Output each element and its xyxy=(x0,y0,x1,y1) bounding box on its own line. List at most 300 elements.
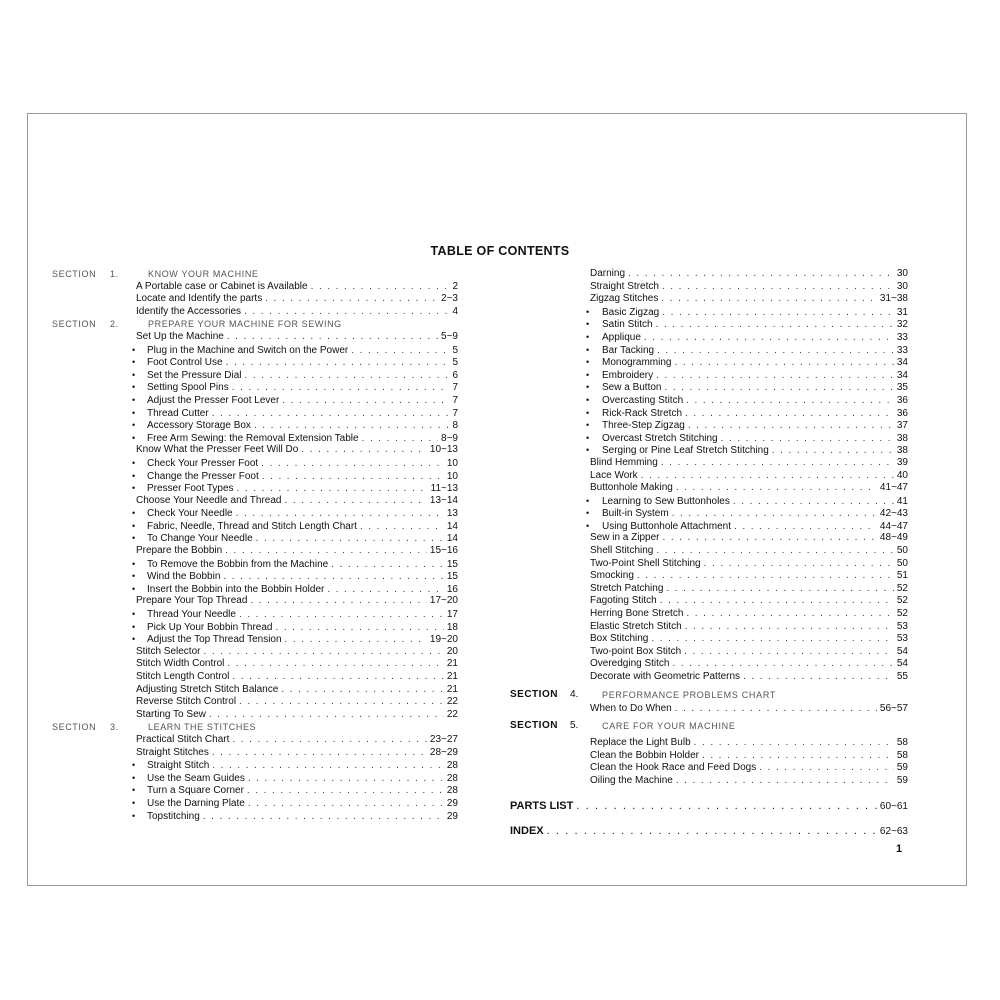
toc-entry-clean-the-hook-race-and-feed-dogs[interactable] xyxy=(508,762,908,775)
toc-entry-page: 34 xyxy=(896,357,908,369)
dot-leader xyxy=(285,634,427,646)
toc-entry-pick-up-your-bobbin-thread[interactable] xyxy=(52,621,458,634)
toc-entry-bar-tacking[interactable] xyxy=(508,344,908,357)
bullet-icon xyxy=(586,444,590,457)
toc-entry-satin-stitch[interactable] xyxy=(508,318,908,331)
dot-leader xyxy=(662,307,894,319)
toc-entry-straight-stretch[interactable] xyxy=(508,281,908,294)
section-title: KNOW YOUR MACHINE xyxy=(148,269,259,279)
toc-entry-label: Foot Control Use xyxy=(147,357,223,369)
bullet-icon xyxy=(132,810,136,823)
section-number: 2. xyxy=(110,319,119,330)
toc-entry-basic-zigzag[interactable] xyxy=(508,306,908,319)
toc-entry-practical-stitch-chart[interactable] xyxy=(52,734,458,747)
bullet-icon xyxy=(586,381,590,394)
toc-entry-page: 37 xyxy=(896,420,908,432)
toc-entry-label: Pick Up Your Bobbin Thread xyxy=(147,621,273,633)
toc-entry-adjust-the-top-thread-tension[interactable] xyxy=(52,633,458,646)
toc-entry-blind-hemming[interactable] xyxy=(508,457,908,470)
toc-entry-page: 31~38 xyxy=(879,293,908,305)
toc-entry-page: 22 xyxy=(446,708,458,720)
bullet-icon xyxy=(586,369,590,382)
toc-entry-label: Straight Stitch xyxy=(147,760,210,772)
toc-entry-presser-foot-types[interactable] xyxy=(52,482,458,495)
dot-leader xyxy=(685,621,894,634)
toc-entry-page: 50 xyxy=(896,557,908,569)
toc-entry-page: 20 xyxy=(446,645,458,657)
page-title: TABLE OF CONTENTS xyxy=(430,244,570,258)
dot-leader xyxy=(261,458,444,470)
toc-entry-page: 39 xyxy=(896,456,908,468)
toc-entry-fabric-needle-thread-and-stitch-length-chart[interactable] xyxy=(52,520,458,533)
toc-entry-setting-spool-pins[interactable] xyxy=(52,381,458,394)
toc-entry-page: 8~9 xyxy=(441,432,458,444)
toc-entry-locate-and-identify-the-parts[interactable] xyxy=(52,293,458,306)
toc-entry-label: Clean the Hook Race and Feed Dogs xyxy=(590,762,757,774)
toc-entry-label: Smocking xyxy=(590,570,634,582)
toc-entry-label: Lace Work xyxy=(590,469,638,481)
dot-leader xyxy=(245,370,450,382)
dot-leader xyxy=(576,797,877,815)
toc-entry-page: 14 xyxy=(446,533,458,545)
dot-leader xyxy=(702,750,894,763)
dot-leader xyxy=(239,609,444,621)
toc-entry-parts-list-label: PARTS LIST xyxy=(510,799,574,812)
bullet-icon xyxy=(132,608,136,621)
toc-entry-page: 58 xyxy=(896,749,908,761)
toc-entry-label: Locate and Identify the parts xyxy=(136,293,263,305)
dot-leader xyxy=(232,734,427,747)
dot-leader xyxy=(656,319,894,331)
toc-entry-when-to-do-when[interactable] xyxy=(508,703,908,716)
toc-entry-page: 53 xyxy=(896,633,908,645)
toc-entry-label: Fabric, Needle, Thread and Stitch Length Chart xyxy=(147,520,357,532)
toc-entry-two-point-shell-stitching[interactable] xyxy=(508,558,908,571)
toc-entry-box-stitching[interactable] xyxy=(508,633,908,646)
toc-entry-label: Sew a Button xyxy=(602,382,662,394)
toc-entry-label: Two-point Box Stitch xyxy=(590,645,682,657)
toc-entry-shell-stitching[interactable] xyxy=(508,545,908,558)
toc-entry-clean-the-bobbin-holder[interactable] xyxy=(508,750,908,763)
dot-leader xyxy=(686,608,893,621)
toc-entry-label: Starting To Sew xyxy=(136,708,206,720)
dot-leader xyxy=(674,357,893,369)
toc-entry-choose-your-needle-and-thread[interactable] xyxy=(52,495,458,508)
dot-leader xyxy=(212,760,444,772)
toc-entry-page: 13 xyxy=(446,508,458,520)
toc-entry-label: Elastic Stretch Stitch xyxy=(590,620,682,632)
bullet-icon xyxy=(132,759,136,772)
toc-entry-prepare-your-top-thread[interactable] xyxy=(52,595,458,608)
toc-entry-label: Stitch Width Control xyxy=(136,658,225,670)
dot-leader xyxy=(351,345,449,357)
dot-leader xyxy=(227,658,444,671)
toc-entry-page: 28 xyxy=(446,760,458,772)
dot-leader xyxy=(673,658,894,671)
toc-entry-stretch-patching[interactable] xyxy=(508,583,908,596)
toc-entry-reverse-stitch-control[interactable] xyxy=(52,696,458,709)
dot-leader xyxy=(248,798,444,810)
dot-leader xyxy=(628,268,894,281)
toc-entry-label: Shell Stitching xyxy=(590,545,654,557)
dot-leader xyxy=(759,762,894,775)
toc-entry-label: Wind the Bobbin xyxy=(147,571,221,583)
toc-entry-check-your-presser-foot[interactable] xyxy=(52,457,458,470)
toc-entry-buttonhole-making[interactable] xyxy=(508,482,908,495)
dot-leader xyxy=(227,331,438,344)
toc-entry-change-the-presser-foot[interactable] xyxy=(52,470,458,483)
toc-entry-label: Two-Point Shell Stitching xyxy=(590,557,701,569)
toc-entry-page: 28 xyxy=(446,772,458,784)
toc-entry-label: Replace the Light Bulb xyxy=(590,737,691,749)
toc-entry-straight-stitch[interactable] xyxy=(52,759,458,772)
toc-entry-to-change-your-needle[interactable] xyxy=(52,532,458,545)
toc-entry-learning-to-sew-buttonholes[interactable] xyxy=(508,495,908,508)
toc-entry-smocking[interactable] xyxy=(508,570,908,583)
toc-entry-a-portable-case-or-cabinet-is-available[interactable] xyxy=(52,281,458,294)
toc-entry-accessory-storage-box[interactable] xyxy=(52,419,458,432)
toc-entry-overcasting-stitch[interactable] xyxy=(508,394,908,407)
bullet-icon xyxy=(586,419,590,432)
toc-entry-page: 6 xyxy=(452,369,458,381)
toc-entry-page: 17 xyxy=(446,609,458,621)
toc-entry-page: 53 xyxy=(896,620,908,632)
toc-entry-page: 38 xyxy=(896,432,908,444)
toc-entry-rick-rack-stretch[interactable] xyxy=(508,407,908,420)
toc-entry-page: 29 xyxy=(446,810,458,822)
toc-entry-page: 29 xyxy=(446,797,458,809)
toc-entry-label: To Remove the Bobbin from the Machine xyxy=(147,558,329,570)
toc-entry-page: 19~20 xyxy=(429,634,458,646)
toc-entry-page: 36 xyxy=(896,407,908,419)
toc-entry-label: Rick-Rack Stretch xyxy=(602,407,683,419)
toc-entry-page: 22 xyxy=(446,696,458,708)
dot-leader xyxy=(651,633,894,646)
dot-leader xyxy=(203,811,444,823)
bullet-icon xyxy=(132,558,136,571)
bullet-icon xyxy=(132,532,136,545)
toc-entry-label: Darning xyxy=(590,268,626,279)
dot-leader xyxy=(661,457,894,470)
toc-entry-overedging-stitch[interactable] xyxy=(508,658,908,671)
toc-entry-starting-to-sew[interactable] xyxy=(52,709,458,722)
toc-entry-stitch-length-control[interactable] xyxy=(52,671,458,684)
toc-entry-foot-control-use[interactable] xyxy=(52,356,458,369)
dot-leader xyxy=(301,444,427,457)
toc-entry-page: 5~9 xyxy=(441,330,458,342)
toc-entry-label: Thread Your Needle xyxy=(147,609,236,621)
toc-entry-monogramming[interactable] xyxy=(508,356,908,369)
section-number: 1. xyxy=(110,269,119,279)
toc-entry-stitch-selector[interactable] xyxy=(52,646,458,659)
bullet-icon xyxy=(132,407,136,420)
toc-entry-page: 50 xyxy=(896,545,908,557)
toc-entry-label: Herring Bone Stretch xyxy=(590,608,684,620)
toc-entry-page: 28~29 xyxy=(429,746,458,758)
section-label: SECTION xyxy=(52,722,97,733)
dot-leader xyxy=(772,445,894,457)
toc-entry-label: Check Your Presser Foot xyxy=(147,457,259,469)
section-number: 3. xyxy=(110,722,119,733)
toc-entry-label: Basic Zigzag xyxy=(602,306,660,318)
section-heading xyxy=(52,268,458,281)
dot-leader xyxy=(686,395,894,407)
toc-entry-label: Sew in a Zipper xyxy=(590,532,660,544)
dot-leader xyxy=(327,584,444,596)
bullet-icon xyxy=(586,407,590,420)
toc-entry-page: 5 xyxy=(452,344,458,356)
toc-entry-set-the-pressure-dial[interactable] xyxy=(52,369,458,382)
dot-leader xyxy=(547,822,877,840)
dot-leader xyxy=(666,583,894,596)
dot-leader xyxy=(733,496,894,508)
bullet-icon xyxy=(586,331,590,344)
section-title: PREPARE YOUR MACHINE FOR SEWING xyxy=(148,319,342,330)
toc-entry-page: 41 xyxy=(896,495,908,507)
toc-entry-parts-list-page: 60~61 xyxy=(879,800,908,812)
section-number: 4. xyxy=(570,688,579,700)
toc-entry-identify-the-accessories[interactable] xyxy=(52,306,458,319)
toc-entry-label: Straight Stitches xyxy=(136,746,209,758)
section-heading xyxy=(508,718,908,734)
dot-leader xyxy=(225,545,427,558)
toc-entry-page: 18 xyxy=(446,621,458,633)
dot-leader xyxy=(212,408,450,420)
bullet-icon xyxy=(132,583,136,596)
toc-entry-index-label: INDEX xyxy=(510,824,544,837)
toc-entry-label: Identify the Accessories xyxy=(136,305,242,317)
toc-entry-page: 13~14 xyxy=(429,494,458,506)
toc-entry-page: 17~20 xyxy=(429,595,458,607)
toc-entry-three-step-zigzag[interactable] xyxy=(508,419,908,432)
toc-entry-topstitching[interactable] xyxy=(52,810,458,823)
dot-leader xyxy=(662,532,876,545)
bullet-icon xyxy=(132,507,136,520)
toc-entry-label: Presser Foot Types xyxy=(147,483,234,495)
toc-entry-prepare-the-bobbin[interactable] xyxy=(52,545,458,558)
toc-entry-label: Box Stitching xyxy=(590,633,649,645)
dot-leader xyxy=(239,696,444,709)
toc-entry-label: Overedging Stitch xyxy=(590,658,670,670)
toc-entry-page: 54 xyxy=(896,645,908,657)
toc-entry-page: 36 xyxy=(896,394,908,406)
toc-entry-page: 30 xyxy=(896,280,908,292)
toc-entry-decorate-with-geometric-patterns[interactable] xyxy=(508,671,908,684)
toc-entry-label: Buttonhole Making xyxy=(590,482,673,494)
toc-entry-free-arm-sewing-the-removal-extension-table[interactable] xyxy=(52,432,458,445)
toc-entry-page: 5 xyxy=(452,357,458,369)
bullet-icon xyxy=(132,369,136,382)
toc-entry-label: When to Do When xyxy=(590,702,672,714)
toc-entry-straight-stitches[interactable] xyxy=(52,747,458,760)
toc-entry-page: 59 xyxy=(896,774,908,786)
bullet-icon xyxy=(132,784,136,797)
toc-entry-label: Know What the Presser Feet Will Do xyxy=(136,444,299,456)
toc-entry-stitch-width-control[interactable] xyxy=(52,658,458,671)
toc-entry-serging-or-pine-leaf-stretch-stitching[interactable] xyxy=(508,444,908,457)
toc-entry-darning[interactable] xyxy=(508,268,908,281)
toc-left-column xyxy=(52,268,458,822)
dot-leader xyxy=(685,408,894,420)
dot-leader xyxy=(656,370,894,382)
toc-entry-page: 7 xyxy=(452,382,458,394)
toc-entry-label: Learning to Sew Buttonholes xyxy=(602,495,730,507)
dot-leader xyxy=(684,646,894,659)
toc-entry-label: Accessory Storage Box xyxy=(147,420,251,432)
toc-entry-applique[interactable] xyxy=(508,331,908,344)
toc-entry-thread-cutter[interactable] xyxy=(52,407,458,420)
toc-entry-page: 8 xyxy=(452,420,458,432)
toc-entry-page: 16 xyxy=(446,583,458,595)
bullet-icon xyxy=(132,394,136,407)
toc-entry-check-your-needle[interactable] xyxy=(52,507,458,520)
toc-entry-label: Applique xyxy=(602,331,641,343)
toc-entry-index[interactable] xyxy=(508,822,908,840)
toc-entry-page: 14 xyxy=(446,520,458,532)
toc-entry-label: Three-Step Zigzag xyxy=(602,420,685,432)
dot-leader xyxy=(704,558,894,571)
dot-leader xyxy=(232,671,443,684)
dot-leader xyxy=(281,684,444,697)
toc-entry-label: Topstitching xyxy=(147,810,200,822)
toc-entry-label: Adjust the Presser Foot Lever xyxy=(147,394,280,406)
toc-entry-label: Satin Stitch xyxy=(602,319,653,331)
toc-entry-page: 41~47 xyxy=(879,482,908,494)
toc-entry-sew-in-a-zipper[interactable] xyxy=(508,532,908,545)
toc-entry-page: 35 xyxy=(896,382,908,394)
toc-entry-set-up-the-machine[interactable] xyxy=(52,331,458,344)
toc-entry-label: Bar Tacking xyxy=(602,344,655,356)
bullet-icon xyxy=(132,482,136,495)
toc-entry-label: Setting Spool Pins xyxy=(147,382,229,394)
bullet-icon xyxy=(586,507,590,520)
toc-entry-adjust-the-presser-foot-lever[interactable] xyxy=(52,394,458,407)
dot-leader xyxy=(362,433,438,445)
toc-entry-parts-list[interactable] xyxy=(508,797,908,815)
toc-entry-label: Decorate with Geometric Patterns xyxy=(590,671,741,682)
toc-entry-page: 32 xyxy=(896,319,908,331)
section-heading xyxy=(508,687,908,703)
toc-entry-page: 30 xyxy=(896,268,908,279)
toc-entry-label: Oiling the Machine xyxy=(590,774,673,786)
dot-leader xyxy=(212,747,427,760)
bullet-icon xyxy=(132,344,136,357)
dot-leader xyxy=(248,773,444,785)
toc-entry-oiling-the-machine[interactable] xyxy=(508,775,908,788)
toc-entry-page: 52 xyxy=(896,582,908,594)
toc-entry-label: Set Up the Machine xyxy=(136,330,224,342)
toc-entry-use-the-darning-plate[interactable] xyxy=(52,797,458,810)
dot-leader xyxy=(311,281,450,294)
dot-leader xyxy=(688,420,894,432)
toc-entry-page: 56~57 xyxy=(879,702,908,714)
dot-leader xyxy=(265,293,438,306)
toc-entry-page: 15~16 xyxy=(429,545,458,557)
toc-entry-turn-a-square-corner[interactable] xyxy=(52,784,458,797)
toc-entry-fagoting-stitch[interactable] xyxy=(508,595,908,608)
toc-entry-label: Free Arm Sewing: the Removal Extension Table xyxy=(147,432,359,444)
toc-entry-know-what-the-presser-feet-will-do[interactable] xyxy=(52,444,458,457)
toc-entry-built-in-system[interactable] xyxy=(508,507,908,520)
dot-leader xyxy=(244,306,449,319)
toc-entry-label: Insert the Bobbin into the Bobbin Holder xyxy=(147,583,325,595)
section-label: SECTION xyxy=(52,319,97,330)
toc-entry-thread-your-needle[interactable] xyxy=(52,608,458,621)
toc-entry-page: 21 xyxy=(446,683,458,695)
toc-entry-page: 31 xyxy=(896,306,908,318)
toc-entry-two-point-box-stitch[interactable] xyxy=(508,646,908,659)
toc-entry-page: 48~49 xyxy=(879,532,908,544)
dot-leader xyxy=(284,495,426,508)
toc-entry-page: 21 xyxy=(446,671,458,682)
toc-entry-lace-work[interactable] xyxy=(508,470,908,483)
toc-entry-using-buttonhole-attachment[interactable] xyxy=(508,520,908,533)
toc-entry-label: To Change Your Needle xyxy=(147,533,253,545)
toc-entry-wind-the-bobbin[interactable] xyxy=(52,570,458,583)
dot-leader xyxy=(282,395,449,407)
toc-entry-use-the-seam-guides[interactable] xyxy=(52,772,458,785)
dot-leader xyxy=(675,703,877,716)
toc-entry-label: Practical Stitch Chart xyxy=(136,733,230,745)
toc-entry-page: 4 xyxy=(452,305,458,317)
toc-entry-label: Adjust the Top Thread Tension xyxy=(147,634,282,646)
toc-entry-sew-a-button[interactable] xyxy=(508,381,908,394)
bullet-icon xyxy=(132,457,136,470)
toc-entry-page: 44~47 xyxy=(879,520,908,532)
bullet-icon xyxy=(132,633,136,646)
toc-entry-page: 34 xyxy=(896,369,908,381)
toc-entry-elastic-stretch-stitch[interactable] xyxy=(508,621,908,634)
toc-entry-plug-in-the-machine-and-switch-on-the-power[interactable] xyxy=(52,344,458,357)
toc-entry-replace-the-light-bulb[interactable] xyxy=(508,737,908,750)
dot-leader xyxy=(209,709,444,722)
dot-leader xyxy=(664,382,893,394)
bullet-icon xyxy=(586,318,590,331)
toc-entry-page: 23~27 xyxy=(429,733,458,745)
toc-entry-page: 42~43 xyxy=(879,508,908,520)
dot-leader xyxy=(637,570,894,583)
toc-entry-label: Overcasting Stitch xyxy=(602,394,684,406)
dot-leader xyxy=(676,482,877,495)
bullet-icon xyxy=(586,432,590,445)
toc-entry-page: 51 xyxy=(896,570,908,582)
toc-entry-page: 33 xyxy=(896,331,908,343)
toc-entry-page: 52 xyxy=(896,595,908,607)
toc-entry-page: 40 xyxy=(896,469,908,481)
dot-leader xyxy=(203,646,443,659)
toc-entry-to-remove-the-bobbin-from-the-machine[interactable] xyxy=(52,558,458,571)
dot-leader xyxy=(275,622,443,634)
dot-leader xyxy=(656,545,894,558)
bullet-icon xyxy=(132,621,136,634)
bullet-icon xyxy=(132,797,136,810)
toc-entry-herring-bone-stretch[interactable] xyxy=(508,608,908,621)
toc-entry-embroidery[interactable] xyxy=(508,369,908,382)
toc-entry-label: Choose Your Needle and Thread xyxy=(136,494,282,506)
toc-entry-adjusting-stretch-stitch-balance[interactable] xyxy=(52,684,458,697)
toc-right-column xyxy=(508,268,908,840)
dot-leader xyxy=(743,671,894,684)
toc-entry-zigzag-stitches[interactable] xyxy=(508,293,908,306)
toc-entry-label: Thread Cutter xyxy=(147,407,209,419)
bullet-icon xyxy=(132,470,136,483)
toc-entry-label: Built-in System xyxy=(602,508,669,520)
toc-entry-label: Embroidery xyxy=(602,369,654,381)
toc-entry-insert-the-bobbin-into-the-bobbin-holder[interactable] xyxy=(52,583,458,596)
section-title: CARE FOR YOUR MACHINE xyxy=(602,721,736,732)
toc-entry-label: Stitch Length Control xyxy=(136,671,230,682)
toc-entry-overcast-stretch-stitching[interactable] xyxy=(508,432,908,445)
